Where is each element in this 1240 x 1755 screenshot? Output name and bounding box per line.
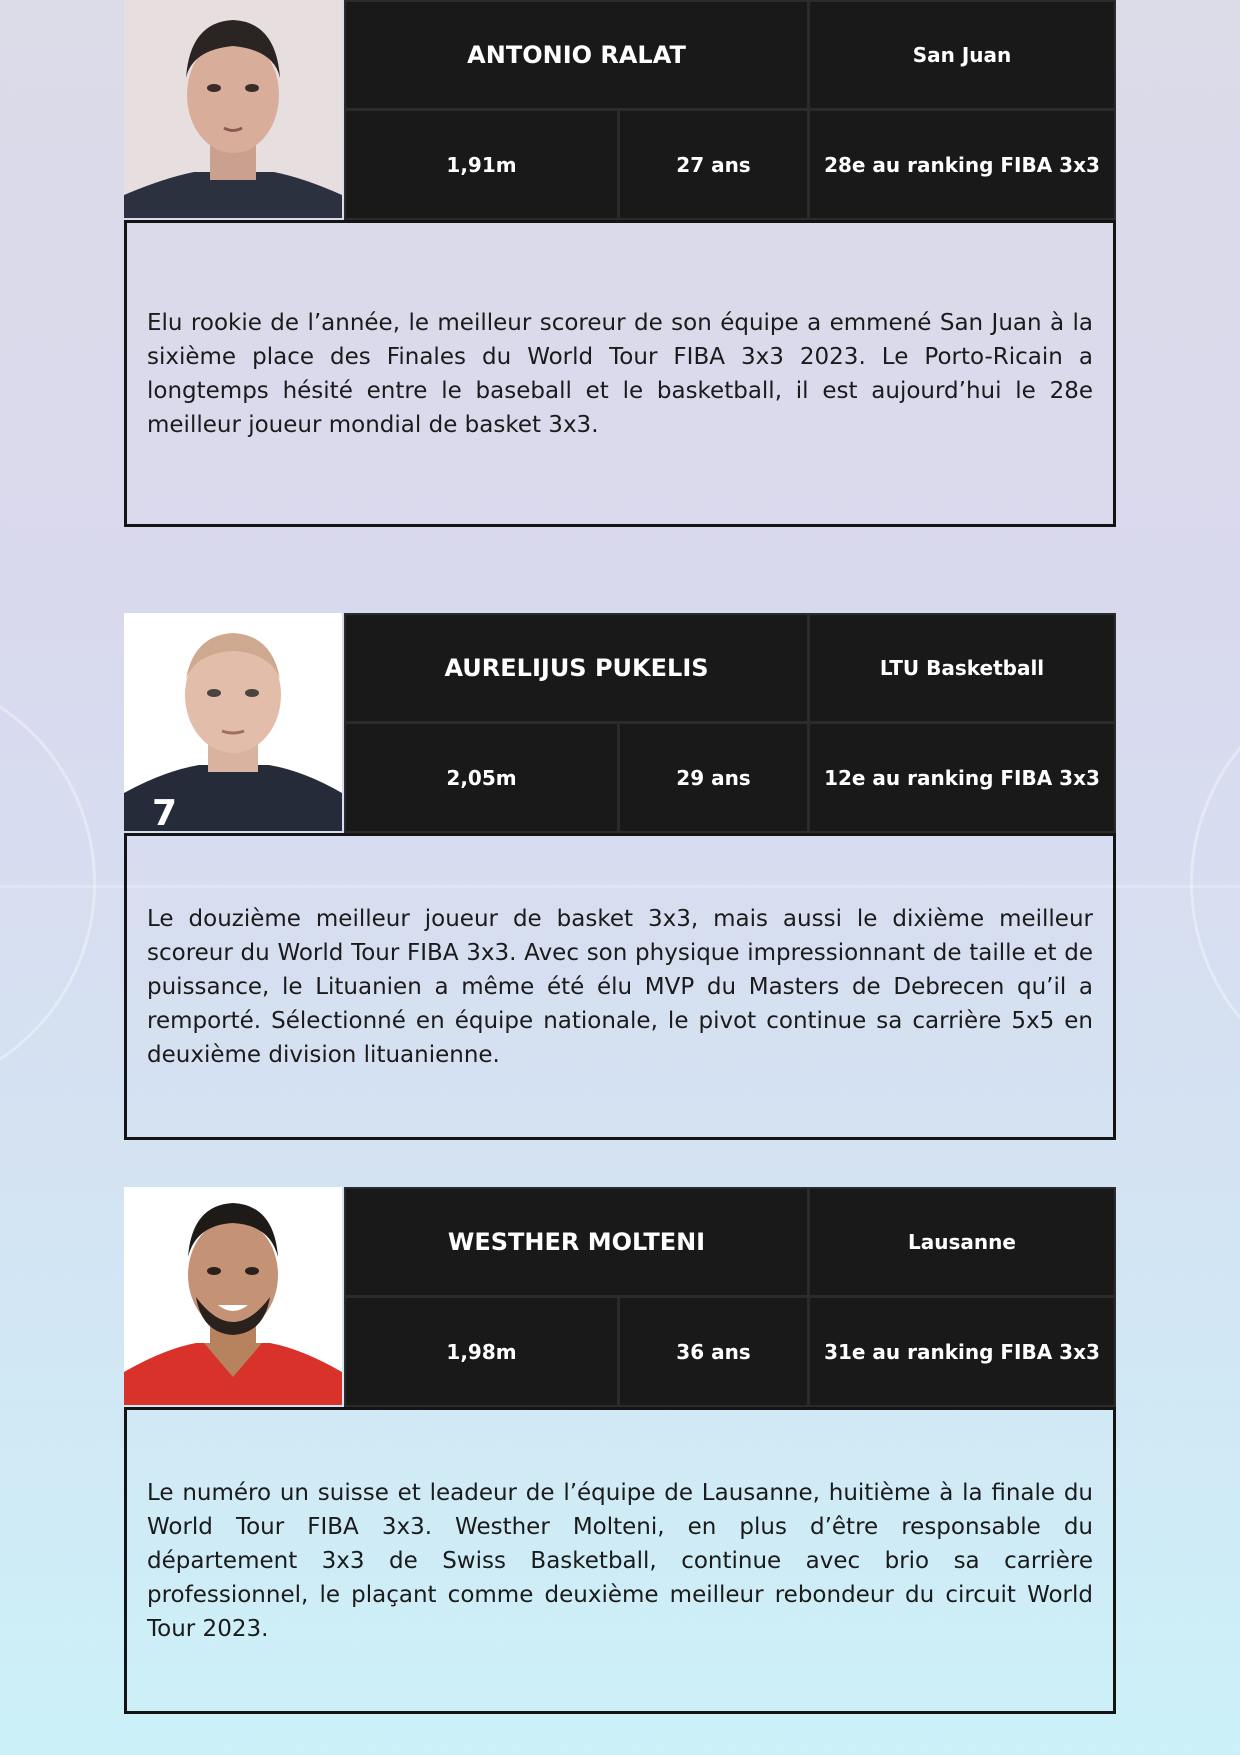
player-name: WESTHER MOLTENI bbox=[346, 1189, 807, 1295]
player-bio-box bbox=[124, 833, 1116, 1140]
player-ranking: 31e au ranking FIBA 3x3 bbox=[810, 1298, 1114, 1405]
player-card-westher-molteni bbox=[124, 1187, 1116, 1714]
court-arc-left bbox=[0, 670, 96, 1096]
court-arc-right bbox=[1190, 670, 1240, 1096]
player-bio: Le numéro un suisse et leadeur de l’équipe de Lausanne, huitième à la finale du World Tour FIBA 3x3. Westher Molteni, en plus d’être responsable du département 3x3 de Swiss Basketball, continue avec brio sa carrière professionnel, le plaçant comme deuxième meilleur rebondeur du circuit World Tour 2023. bbox=[147, 1479, 1093, 1642]
player-photo bbox=[124, 0, 342, 218]
player-bio: Elu rookie de l’année, le meilleur scoreur de son équipe a emmené San Juan à la sixième place des Finales du World Tour FIBA 3x3 2023. Le Porto-Ricain a longtemps hésité entre le baseball et le basketball, il est aujourd’hui le 28e meilleur joueur mondial de basket 3x3. bbox=[147, 309, 1093, 438]
player-header bbox=[124, 1187, 1116, 1407]
player-ranking: 28e au ranking FIBA 3x3 bbox=[810, 111, 1114, 218]
player-bio-box bbox=[124, 220, 1116, 527]
player-age: 27 ans bbox=[620, 111, 807, 218]
player-header bbox=[124, 613, 1116, 833]
player-header bbox=[124, 0, 1116, 220]
player-photo bbox=[124, 1187, 342, 1405]
player-name: ANTONIO RALAT bbox=[346, 2, 807, 108]
player-card-aurelijus-pukelis bbox=[124, 613, 1116, 1140]
player-photo bbox=[124, 613, 342, 831]
player-info-grid bbox=[344, 613, 1116, 833]
player-height: 2,05m bbox=[346, 724, 617, 831]
player-age: 29 ans bbox=[620, 724, 807, 831]
player-bio-box bbox=[124, 1407, 1116, 1714]
player-team: LTU Basketball bbox=[810, 615, 1114, 721]
player-info-grid bbox=[344, 0, 1116, 220]
player-team: San Juan bbox=[810, 2, 1114, 108]
jersey-number: 7 bbox=[152, 793, 178, 831]
player-height: 1,91m bbox=[346, 111, 617, 218]
player-ranking: 12e au ranking FIBA 3x3 bbox=[810, 724, 1114, 831]
player-info-grid bbox=[344, 1187, 1116, 1407]
player-team: Lausanne bbox=[810, 1189, 1114, 1295]
player-bio: Le douzième meilleur joueur de basket 3x3, mais aussi le dixième meilleur scoreur du World Tour FIBA 3x3. Avec son physique impressionnant de taille et de puissance, le Lituanien a même été élu MVP du Masters de Debrecen qu’il a remporté. Sélectionné en équipe nationale, le pivot continue sa carrière 5x5 en deuxième division lituanienne. bbox=[147, 905, 1093, 1068]
player-age: 36 ans bbox=[620, 1298, 807, 1405]
player-card-antonio-ralat bbox=[124, 0, 1116, 527]
player-height: 1,98m bbox=[346, 1298, 617, 1405]
player-name: AURELIJUS PUKELIS bbox=[346, 615, 807, 721]
